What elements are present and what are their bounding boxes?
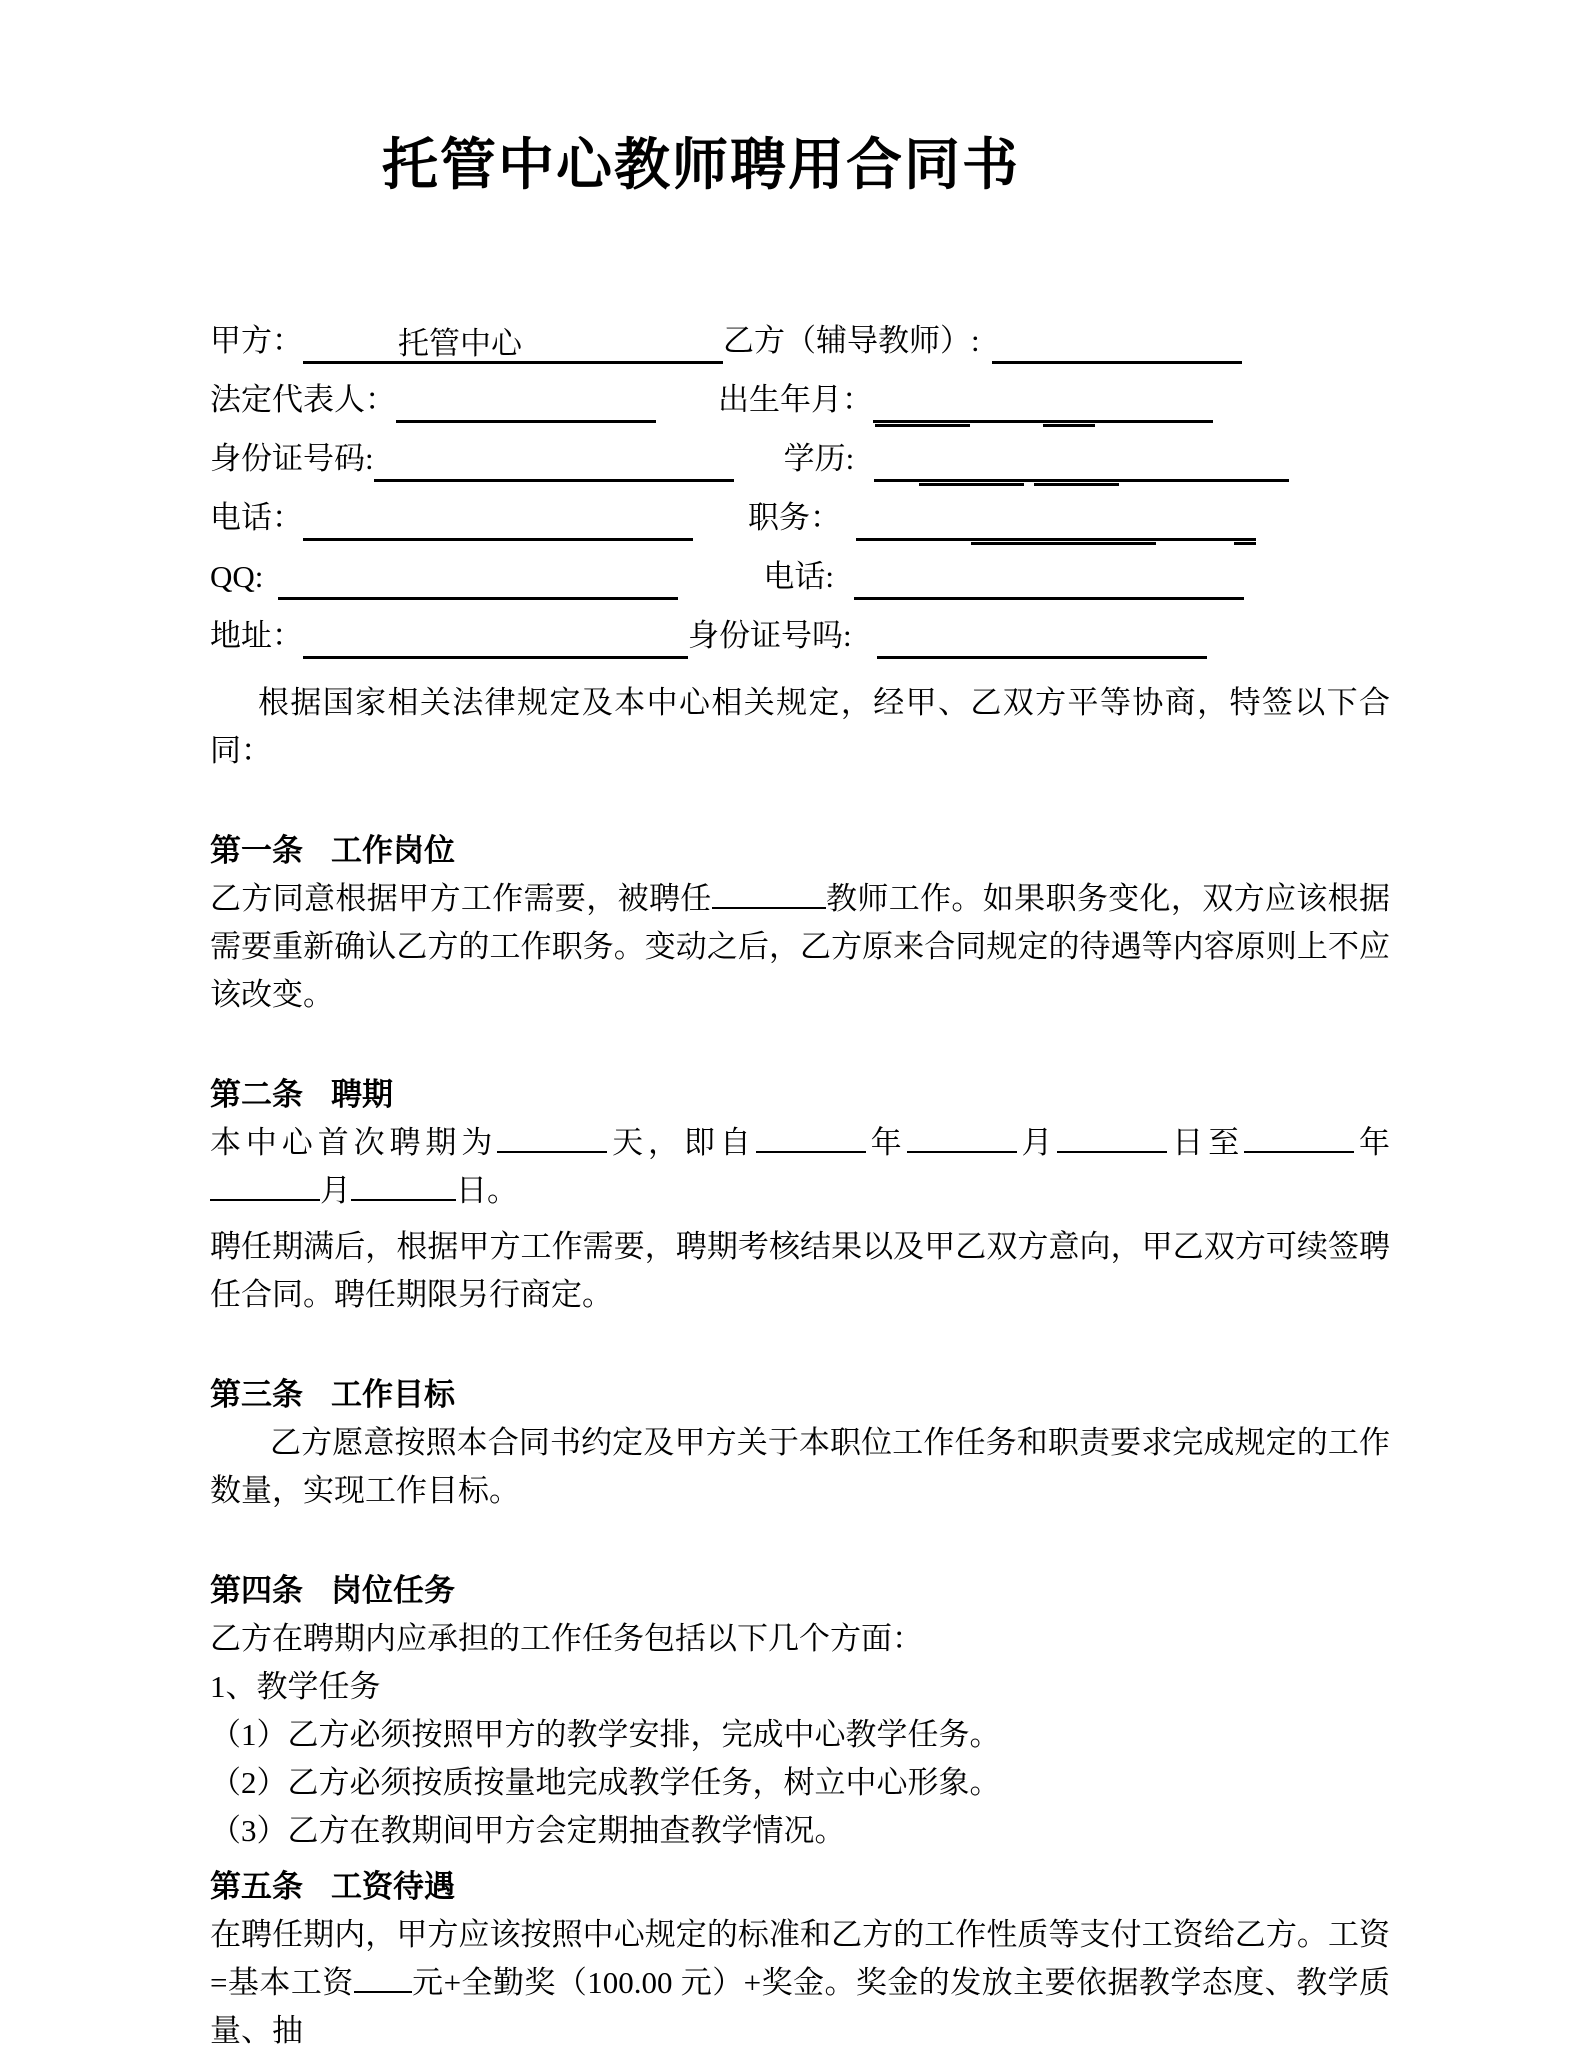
paragraph-text: 年 [1354, 1125, 1391, 1160]
spacer [834, 599, 854, 600]
paragraph-text: 日至 [1167, 1125, 1245, 1160]
form-label: 身份证号吗: [688, 618, 852, 653]
inline-blank-line [712, 903, 826, 909]
form-label: 电话： [210, 500, 303, 535]
spacer [841, 540, 856, 541]
form-blank-submark [919, 483, 1024, 486]
paragraph-text: 乙方愿意按照本合同书约定及甲方关于本职位工作任务和职责要求完成规定的工作数量，实现工作目标。 [210, 1425, 1390, 1508]
section-title: 岗位任务 [331, 1573, 455, 1608]
inline-blank-line [497, 1147, 607, 1153]
form-blank-line [854, 556, 1244, 600]
form-blank-line [877, 615, 1207, 659]
inline-blank-line [1057, 1147, 1167, 1153]
form-blank-line [396, 379, 656, 423]
spacer [852, 658, 877, 659]
form-blank-line [374, 438, 734, 482]
section-heading [210, 1371, 1390, 1419]
paragraph-text: 教师工作。如果职务变化，双方应该根据需要重新确认乙方的工作职务。变动之后，乙方原来合同规定的待遇等内容原则上不应该改变。 [210, 881, 1391, 1012]
section-title: 工资待遇 [331, 1869, 455, 1904]
form-row [210, 423, 1390, 482]
inline-blank-line [756, 1147, 866, 1153]
form-row [210, 541, 1390, 600]
section-paragraph [210, 875, 1390, 1019]
section-number: 第二条 [210, 1077, 303, 1112]
intro-paragraph: 根据国家相关法律规定及本中心相关规定，经甲、乙双方平等协商，特签以下合同： [210, 685, 1390, 768]
section-paragraph [210, 1759, 1390, 1807]
inline-blank-line [1244, 1147, 1354, 1153]
inline-blank-line [210, 1195, 320, 1201]
form-row [210, 482, 1390, 541]
section-heading [210, 1863, 1390, 1911]
form-label: 甲方： [210, 323, 303, 358]
spacer [263, 599, 278, 600]
paragraph-text: （3）乙方在教期间甲方会定期抽查教学情况。 [210, 1813, 846, 1848]
paragraph-text: 元+全勤奖（100.00 元）+奖金。奖金的发放主要依据教学态度、教学质量、抽 [210, 1965, 1391, 2048]
contract-section [210, 1371, 1390, 1515]
form-row [210, 305, 1390, 364]
paragraph-text: 年 [865, 1125, 907, 1160]
spacer [734, 481, 784, 482]
form-blank-submark [1234, 542, 1256, 545]
form-label: QQ: [210, 559, 264, 594]
form-blank-line [873, 379, 1213, 423]
form-blank-line [992, 320, 1242, 364]
form-label: 地址： [210, 618, 303, 653]
paragraph-text: 本中心首次聘期为 [210, 1125, 498, 1160]
inline-blank-line [907, 1147, 1017, 1153]
form-blank-line [874, 438, 1289, 482]
contract-section [210, 1071, 1390, 1319]
document-title: 托管中心教师聘用合同书 [382, 133, 1020, 196]
section-paragraph [210, 1223, 1390, 1319]
section-number: 第一条 [210, 833, 303, 868]
party-info-form [210, 305, 1390, 659]
paragraph-text: 日。 [456, 1173, 518, 1208]
paragraph-text: 乙方在聘期内应承担的工作任务包括以下几个方面： [210, 1621, 923, 1656]
form-blank-submark [875, 424, 970, 427]
section-number: 第四条 [210, 1573, 303, 1608]
contract-sections [210, 827, 1390, 2055]
spacer [693, 540, 748, 541]
section-title: 聘期 [331, 1077, 393, 1112]
paragraph-text: 在聘任期内，甲方应该按照中心规定的标准和乙方的工作性质等支付工资给乙方。工资=基本工资 [210, 1917, 1390, 2000]
paragraph-text: （2）乙方必须按质按量地完成教学任务，树立中心形象。 [210, 1765, 1001, 1800]
section-paragraph [210, 1119, 1390, 1215]
form-blank-line [303, 615, 688, 659]
section-heading [210, 1071, 1390, 1119]
contract-section [210, 1567, 1390, 1855]
section-heading [210, 827, 1390, 875]
form-blank-submark [1043, 424, 1095, 427]
contract-section [210, 1863, 1390, 2055]
paragraph-text: 1、教学任务 [210, 1669, 381, 1704]
section-title: 工作目标 [331, 1377, 455, 1412]
paragraph-text: 月 [1016, 1125, 1058, 1160]
section-paragraph [210, 1711, 1390, 1759]
section-paragraph [210, 1807, 1390, 1855]
form-filled-value: 托管中心 [398, 326, 522, 361]
form-label: 乙方（辅导教师）: [723, 323, 980, 358]
form-blank-line [303, 497, 693, 541]
form-row [210, 364, 1390, 423]
spacer [678, 599, 763, 600]
paragraph-text: （1）乙方必须按照甲方的教学安排，完成中心教学任务。 [210, 1717, 1001, 1752]
section-number: 第五条 [210, 1869, 303, 1904]
form-label: 出生年月： [718, 382, 873, 417]
section-paragraph [210, 1419, 1390, 1515]
form-row [210, 600, 1390, 659]
form-label: 身份证号码: [210, 441, 374, 476]
section-heading [210, 1567, 1390, 1615]
paragraph-text: 乙方同意根据甲方工作需要，被聘任 [210, 881, 712, 916]
section-title: 工作岗位 [331, 833, 455, 868]
paragraph-text: 月 [320, 1173, 351, 1208]
contract-section [210, 827, 1390, 1019]
section-paragraph [210, 1615, 1390, 1663]
form-label: 学历: [783, 441, 855, 476]
inline-blank-line [354, 1987, 412, 1993]
spacer [656, 422, 718, 423]
form-label: 法定代表人： [210, 382, 396, 417]
form-blank-submark [971, 542, 1156, 545]
form-blank-submark [1034, 483, 1119, 486]
form-blank-line [303, 320, 723, 364]
section-paragraph [210, 1663, 1390, 1711]
section-number: 第三条 [210, 1377, 303, 1412]
form-label: 电话: [763, 559, 835, 594]
paragraph-text: 聘任期满后，根据甲方工作需要，聘期考核结果以及甲乙双方意向，甲乙双方可续签聘任合同。聘任期限另行商定。 [210, 1229, 1390, 1312]
form-label: 职务： [748, 500, 841, 535]
paragraph-text: 天，即自 [607, 1125, 756, 1160]
inline-blank-line [351, 1195, 456, 1201]
form-blank-line [856, 497, 1256, 541]
form-blank-line [278, 556, 678, 600]
spacer [980, 363, 992, 364]
section-paragraph [210, 1911, 1390, 2055]
spacer [854, 481, 874, 482]
